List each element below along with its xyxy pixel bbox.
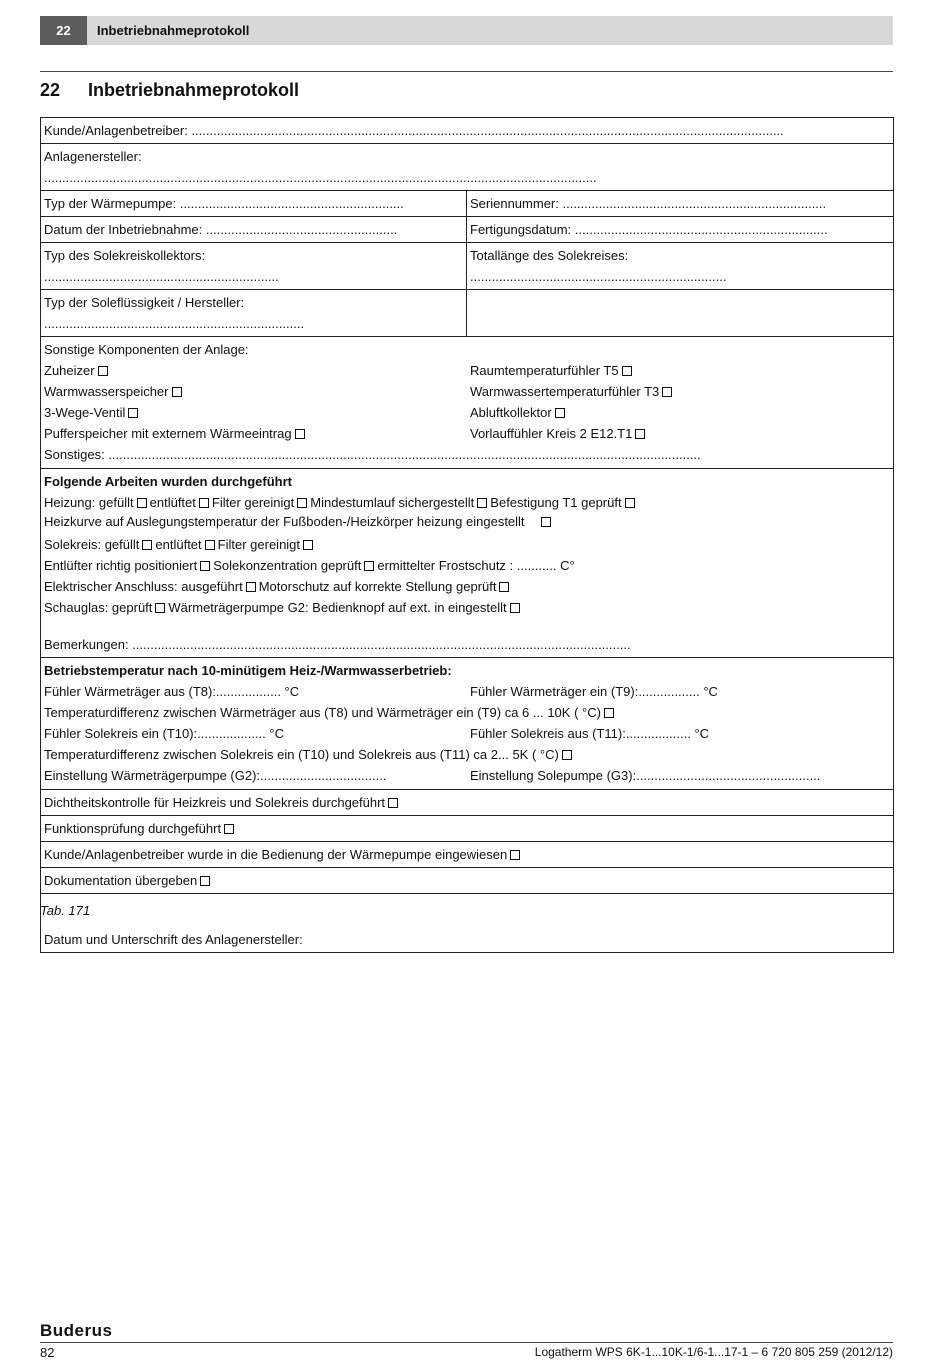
checkbox-icon[interactable]: [224, 824, 234, 834]
unterschrift-field[interactable]: Datum und Unterschrift des Anlagenersteller:: [44, 932, 303, 947]
checkbox-icon[interactable]: [662, 387, 672, 397]
checkbox-icon[interactable]: [604, 708, 614, 718]
checkbox-icon[interactable]: [199, 498, 209, 508]
checkbox-icon[interactable]: [200, 876, 210, 886]
funktion-row: Funktionsprüfung durchgeführt: [44, 818, 890, 839]
component-pufferspeicher: Pufferspeicher mit externem Wärmeeintrag: [44, 426, 308, 441]
component-warmwasserspeicher: Warmwasserspeicher: [44, 384, 185, 399]
checkbox-icon[interactable]: [98, 366, 108, 376]
sonstiges-field[interactable]: Sonstiges: ....................................................................................................................................................................: [44, 447, 701, 462]
checkbox-icon[interactable]: [200, 561, 210, 571]
document-reference: Logatherm WPS 6K-1...10K-1/6-1...17-1 – 6 720 805 259 (2012/12): [534, 1345, 893, 1359]
checkbox-icon[interactable]: [562, 750, 572, 760]
component-3-wege-ventil: 3-Wege-Ventil: [44, 405, 141, 420]
checkbox-icon[interactable]: [625, 498, 635, 508]
header-title: Inbetriebnahmeprotokoll: [97, 23, 250, 38]
t8-field[interactable]: Fühler Wärmeträger aus (T8):.................. °C: [44, 684, 300, 699]
component-row: [44, 360, 890, 381]
totallaenge-field[interactable]: .......................................................................: [470, 269, 727, 284]
pumpen-row: [44, 765, 890, 786]
doku-row: Dokumentation übergeben: [44, 870, 890, 891]
checkbox-icon[interactable]: [499, 582, 509, 592]
section-title: Inbetriebnahmeprotokoll: [88, 80, 300, 100]
ersteller-field[interactable]: .........................................................................................................................................................: [44, 170, 597, 185]
checkbox-icon[interactable]: [364, 561, 374, 571]
arbeiten-title: Folgende Arbeiten wurden durchgeführt: [44, 474, 292, 489]
totallaenge-label: Totallänge des Solekreises:: [470, 248, 629, 263]
component-row: [44, 381, 890, 402]
typ-solekollektor-field[interactable]: .................................................................: [44, 269, 279, 284]
kunde-field[interactable]: Kunde/Anlagenbetreiber: ....................................................................................................................................................................: [44, 123, 784, 138]
sonstige-komponenten-label: Sonstige Komponenten der Anlage:: [44, 342, 249, 357]
checkbox-icon[interactable]: [297, 498, 307, 508]
component-row: [44, 423, 890, 444]
t9-field[interactable]: Fühler Wärmeträger ein (T9):................. °C: [470, 684, 718, 699]
component-row: [44, 402, 890, 423]
component-zuheizer: Zuheizer: [44, 363, 111, 378]
checkbox-icon[interactable]: [137, 498, 147, 508]
checkbox-icon[interactable]: [622, 366, 632, 376]
checkbox-icon[interactable]: [510, 603, 520, 613]
seriennummer-field[interactable]: Seriennummer: .........................................................................: [470, 196, 827, 211]
checkbox-icon[interactable]: [303, 540, 313, 550]
checkbox-icon[interactable]: [205, 540, 215, 550]
fertigungsdatum-field[interactable]: Fertigungsdatum: ......................................................................: [470, 222, 828, 237]
footer-rule: [40, 1342, 893, 1343]
checkbox-icon[interactable]: [388, 798, 398, 808]
chapter-number: 22: [40, 16, 87, 45]
component-abluftkollektor: Abluftkollektor: [470, 402, 568, 423]
typ-waermepumpe-field[interactable]: Typ der Wärmepumpe: ..............................................................: [44, 196, 404, 211]
page-number: 82: [40, 1345, 55, 1360]
dichtheit-row: Dichtheitskontrolle für Heizkreis und Solekreis durchgeführt: [44, 792, 890, 813]
entluefter-row: Entlüfter richtig positioniert Solekonzentration geprüft ermittelter Frostschutz : ........... C°: [44, 558, 575, 573]
table-caption: Tab. 171: [40, 903, 91, 918]
checkbox-icon[interactable]: [477, 498, 487, 508]
schauglas-row: Schauglas: geprüft Wärmeträgerpumpe G2: Bedienknopf auf ext. in eingestellt: [44, 597, 890, 618]
g2-field[interactable]: Einstellung Wärmeträgerpumpe (G2):...................................: [44, 768, 387, 783]
heizung-row: Heizung: gefüllt entlüftet Filter gereinigt Mindestumlauf sichergestellt Befestigung T1 geprüft: [44, 492, 890, 513]
checkbox-icon[interactable]: [142, 540, 152, 550]
soleflüssigkeit-label: Typ der Soleflüssigkeit / Hersteller:: [44, 295, 245, 310]
t8-t9-row: [44, 681, 890, 702]
checkbox-icon[interactable]: [155, 603, 165, 613]
g3-field[interactable]: Einstellung Solepumpe (G3):...................................................: [470, 768, 821, 783]
datum-inbetriebnahme-field[interactable]: Datum der Inbetriebnahme: .....................................................: [44, 222, 398, 237]
typ-solekollektor-label: Typ des Solekreiskollektors:: [44, 248, 206, 263]
checkbox-icon[interactable]: [246, 582, 256, 592]
t10-field[interactable]: Fühler Solekreis ein (T10):................... °C: [44, 726, 284, 741]
checkbox-icon[interactable]: [172, 387, 182, 397]
checkbox-icon[interactable]: [295, 429, 305, 439]
bemerkungen-field[interactable]: Bemerkungen: ..........................................................................................................................................: [44, 637, 631, 652]
checkbox-icon[interactable]: [635, 429, 645, 439]
solekreis-row: Solekreis: gefüllt entlüftet Filter gereinigt: [44, 534, 890, 555]
buderus-logo: Buderus: [40, 1321, 113, 1340]
betrieb-title: Betriebstemperatur nach 10-minütigem Heiz-/Warmwasserbetrieb:: [44, 663, 452, 678]
checkbox-icon[interactable]: [510, 850, 520, 860]
t11-field[interactable]: Fühler Solekreis aus (T11):.................. °C: [470, 726, 710, 741]
component-vorlauffuehler: Vorlauffühler Kreis 2 E12.T1: [470, 423, 648, 444]
checkbox-icon[interactable]: [555, 408, 565, 418]
soleflüssigkeit-field[interactable]: ........................................................................: [44, 316, 305, 331]
ersteller-label: Anlagenersteller:: [44, 149, 142, 164]
t10-t11-row: [44, 723, 890, 744]
eingewiesen-row: Kunde/Anlagenbetreiber wurde in die Bedienung der Wärmepumpe eingewiesen: [44, 844, 890, 865]
checkbox-icon[interactable]: [128, 408, 138, 418]
running-header: [40, 16, 893, 45]
section-number: 22: [40, 80, 61, 100]
header-rule: [40, 71, 893, 72]
tdiff2-row: Temperaturdifferenz zwischen Solekreis ein (T10) und Solekreis aus (T11) ca 2... 5K ( °C): [44, 744, 890, 765]
heizkurve-row: Heizkurve auf Auslegungstemperatur der Fußboden-/Heizkörper heizung eingestellt: [44, 513, 890, 530]
checkbox-icon[interactable]: [541, 517, 551, 527]
component-warmwassertemperaturfuehler: Warmwassertemperaturfühler T3: [470, 381, 675, 402]
tdiff1-row: Temperaturdifferenz zwischen Wärmeträger aus (T8) und Wärmeträger ein (T9) ca 6 ... 10K ( °C): [44, 702, 890, 723]
component-raumtemperaturfuehler: Raumtemperaturfühler T5: [470, 360, 635, 381]
commissioning-protocol-table: [40, 117, 894, 953]
elektrisch-row: Elektrischer Anschluss: ausgeführt Motorschutz auf korrekte Stellung geprüft: [44, 576, 890, 597]
